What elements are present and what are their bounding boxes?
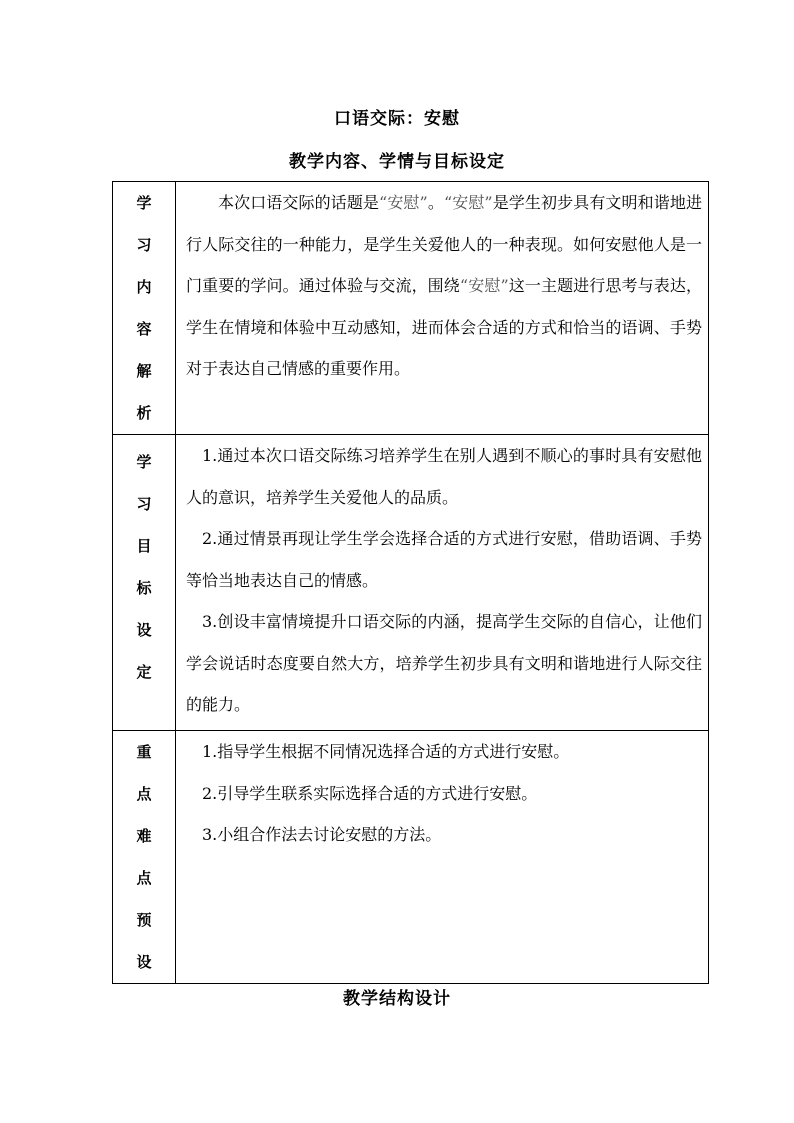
- table-row-key-points: [113, 731, 709, 984]
- label-char: 定: [136, 663, 152, 681]
- text-segment: 。: [427, 193, 444, 212]
- text-segment: 是学生初步具有文明和谐地进行人际交往的一种能力，是学生关爱他人的一种表现。如何安慰他人是一门重要的学问。通过体验与交流，围绕: [186, 193, 702, 295]
- section-title-structure: 教学结构设计: [343, 989, 451, 1009]
- text-segment: 这一主题进行思考与表达，学生在情境和体验中互动感知，进而体会合适的方式和恰当的语调、手势对于表达自己情感的重要作用。: [186, 276, 702, 378]
- learning-goals-text: [176, 435, 709, 731]
- document-title: 口语交际：安慰: [334, 109, 460, 129]
- label-char: 习: [136, 236, 152, 254]
- label-char: 重: [136, 743, 152, 761]
- label-char: 学: [136, 194, 152, 212]
- label-char: 习: [136, 495, 152, 513]
- row-label-key-points: [113, 731, 176, 984]
- quoted-term: “安慰”: [459, 276, 509, 295]
- label-char: 标: [136, 579, 152, 597]
- label-char: 预: [136, 911, 152, 929]
- label-char: 点: [136, 869, 152, 887]
- row-label-content-analysis: [113, 182, 176, 435]
- label-char: 析: [136, 404, 152, 422]
- goal-item: 2.通过情景再现让学生学会选择合适的方式进行安慰，借助语调、手势等恰当地表达自己的情感。: [186, 529, 702, 590]
- quoted-term: “安慰”: [443, 193, 493, 212]
- goal-item: 1.通过本次口语交际练习培养学生在别人遇到不顺心的事时具有安慰他人的意识，培养学生关爱他人的品质。: [186, 446, 702, 507]
- text-segment: 本次口语交际的话题是: [218, 193, 380, 212]
- section-title-content: 教学内容、学情与目标设定: [289, 152, 505, 172]
- table-row-learning-goals: [113, 435, 709, 731]
- label-char: 解: [136, 362, 152, 380]
- label-char: 点: [136, 785, 152, 803]
- content-analysis-text: [176, 182, 709, 435]
- label-char: 目: [136, 537, 152, 555]
- lesson-plan-table: [112, 181, 709, 984]
- goal-item: 3.创设丰富情境提升口语交际的内涵，提高学生交际的自信心，让他们学会说话时态度要自然大方，培养学生初步具有文明和谐地进行人际交往的能力。: [186, 612, 702, 714]
- key-point-item: 2.引导学生联系实际选择合适的方式进行安慰。: [202, 783, 538, 803]
- label-char: 难: [136, 827, 152, 845]
- key-points-text: [176, 731, 709, 984]
- key-point-item: 1.指导学生根据不同情况选择合适的方式进行安慰。: [202, 742, 570, 761]
- label-char: 设: [136, 621, 152, 639]
- label-char: 学: [136, 453, 152, 471]
- quoted-term: “安慰”: [379, 193, 428, 212]
- label-char: 容: [136, 320, 152, 338]
- paragraph: [186, 182, 702, 390]
- row-label-learning-goals: [113, 435, 176, 731]
- key-point-item: 3.小组合作法去讨论安慰的方法。: [202, 825, 442, 844]
- label-char: 内: [136, 278, 152, 296]
- table-row-content-analysis: [113, 182, 709, 435]
- label-char: 设: [136, 953, 152, 971]
